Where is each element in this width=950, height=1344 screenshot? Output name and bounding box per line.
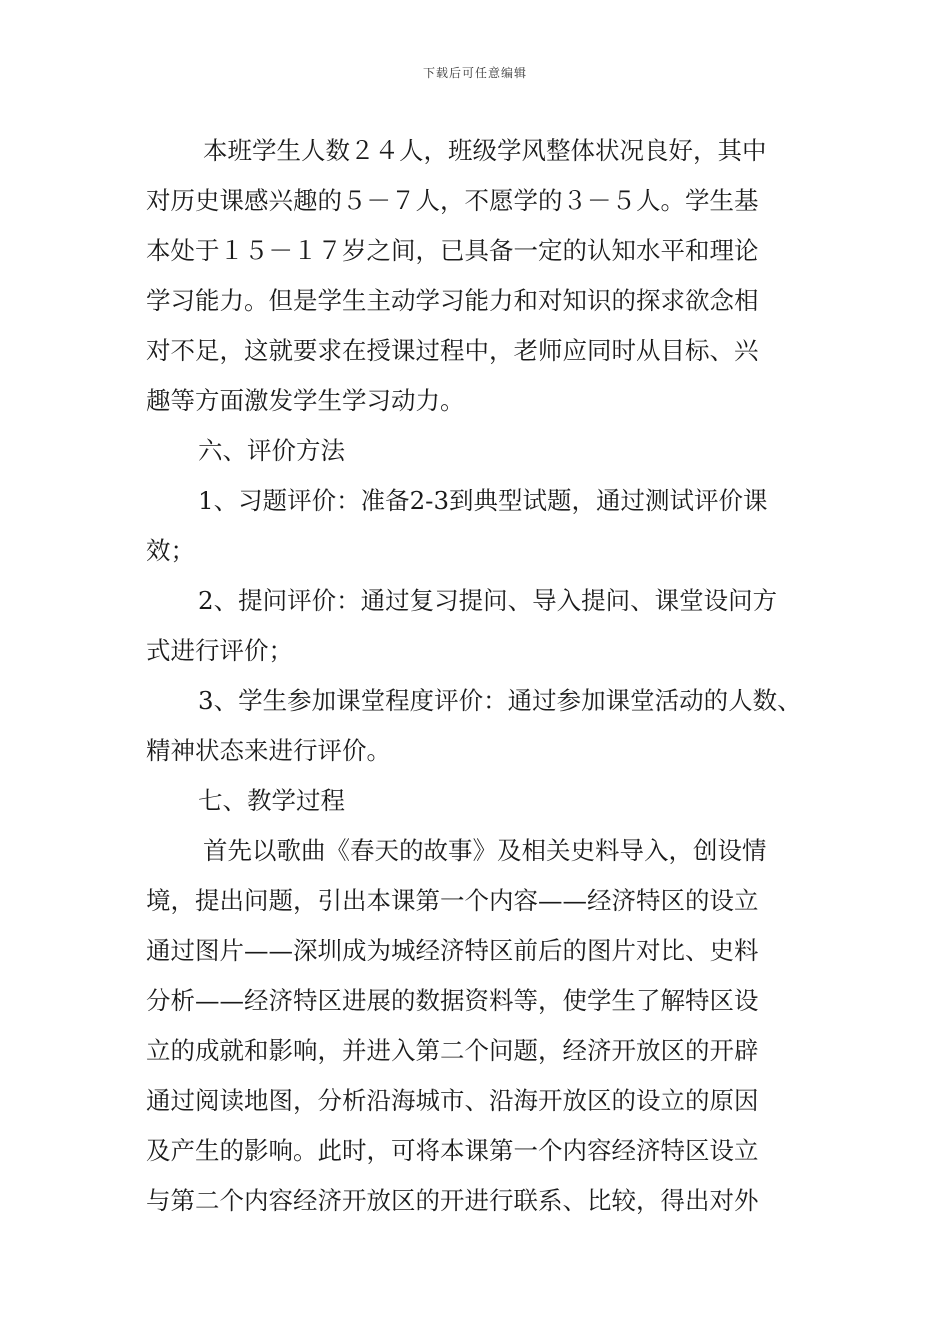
- paragraph-line: 本班学生人数２４人，班级学风整体状况良好，其中: [203, 136, 767, 165]
- paragraph-line: 及产生的影响。此时，可将本课第一个内容经济特区设立: [146, 1136, 759, 1165]
- page-header-note: 下载后可任意编辑: [422, 66, 527, 80]
- paragraph-line: 通过图片——深圳成为城经济特区前后的图片对比、史料: [146, 936, 759, 965]
- paragraph-line: 学习能力。但是学生主动学习能力和对知识的探求欲念相: [146, 286, 759, 315]
- paragraph-line: 立的成就和影响，并进入第二个问题，经济开放区的开辟: [146, 1036, 759, 1065]
- section-heading: 六、评价方法: [198, 436, 345, 465]
- section-heading: 七、教学过程: [198, 786, 345, 815]
- paragraph-line: 本处于１５－１７岁之间，已具备一定的认知水平和理论: [146, 236, 759, 265]
- paragraph-line: 精神状态来进行评价。: [146, 736, 391, 765]
- paragraph-line: 1、习题评价：准备2-3到典型试题，通过测试评价课: [198, 486, 768, 515]
- paragraph-line: 对不足，这就要求在授课过程中，老师应同时从目标、兴: [146, 336, 759, 365]
- paragraph-line: 分析——经济特区进展的数据资料等，使学生了解特区设: [146, 986, 759, 1015]
- paragraph-line: 效；: [146, 536, 195, 565]
- paragraph-line: 对历史课感兴趣的５－７人，不愿学的３－５人。学生基: [146, 186, 759, 215]
- paragraph-line: 2、提问评价：通过复习提问、导入提问、课堂设问方: [198, 586, 778, 615]
- paragraph-line: 通过阅读地图，分析沿海城市、沿海开放区的设立的原因: [146, 1086, 759, 1115]
- paragraph-line: 趣等方面激发学生学习动力。: [146, 386, 465, 415]
- paragraph-line: 与第二个内容经济开放区的开进行联系、比较，得出对外: [146, 1186, 759, 1215]
- paragraph-line: 境，提出问题，引出本课第一个内容——经济特区的设立: [146, 886, 759, 915]
- paragraph-line: 3、学生参加课堂程度评价：通过参加课堂活动的人数、: [198, 686, 802, 715]
- document-body: [146, 126, 826, 1226]
- paragraph-line: 首先以歌曲《春天的故事》及相关史料导入，创设情: [203, 836, 767, 865]
- paragraph-line: 式进行评价；: [146, 636, 293, 665]
